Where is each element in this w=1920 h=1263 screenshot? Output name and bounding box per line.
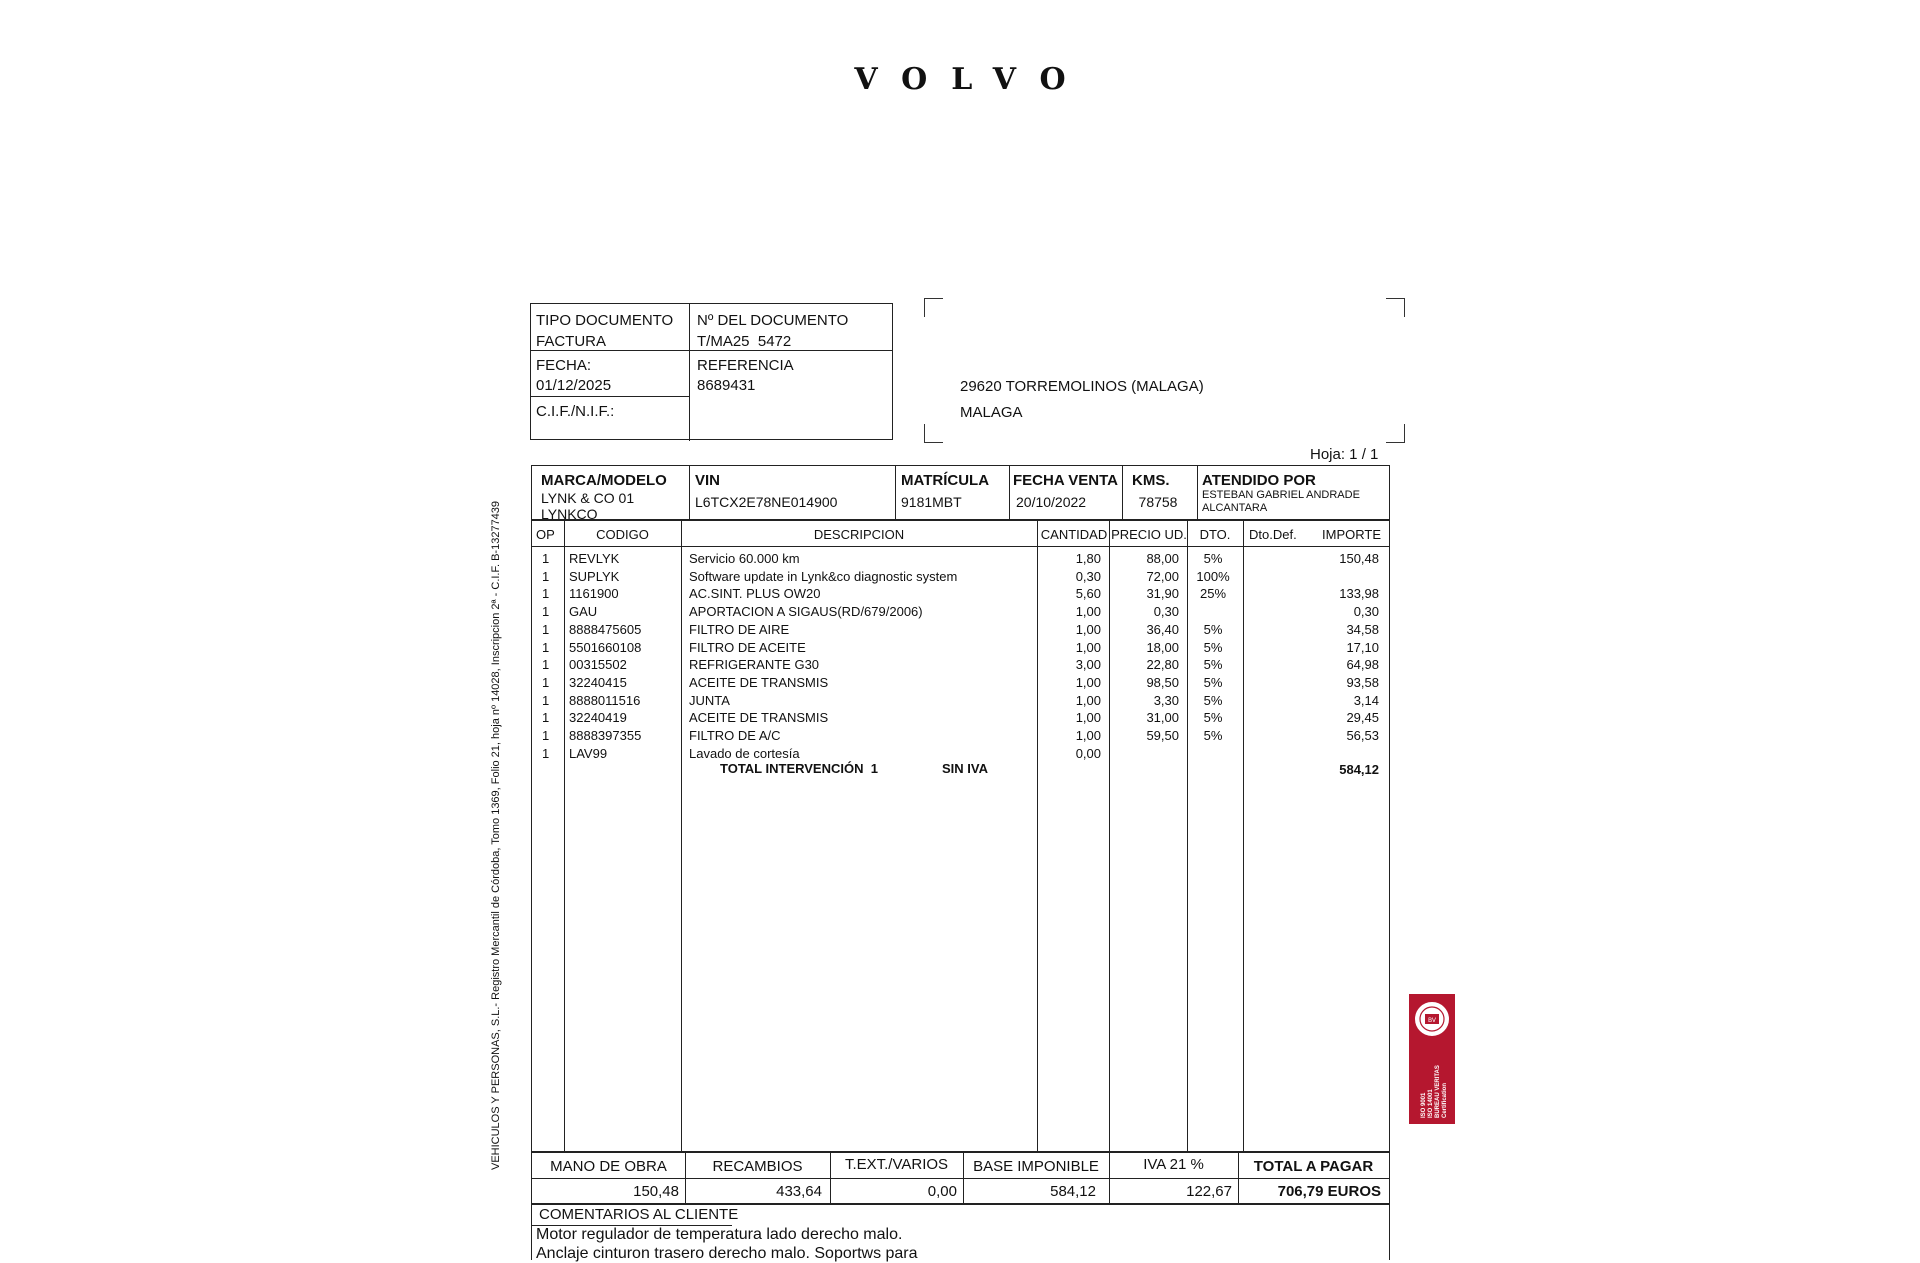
invoice-lines-table [531,520,1390,1152]
bureau-veritas-certification-badge [1409,994,1455,1124]
cell-codigo: 8888475605 [569,621,642,637]
col-header-cantidad: CANTIDAD [1040,527,1108,542]
comments-line-2: Anclaje cinturon trasero derecho malo. Soportws para [536,1245,918,1262]
cell-codigo: 1161900 [569,586,619,602]
cell-op: 1 [542,568,550,584]
cell-precio: 88,00 [1146,551,1179,566]
cell-descripcion: Software update in Lynk&co diagnostic system [689,568,958,584]
table-row [532,675,1391,692]
cell-cantidad: 1,80 [1075,551,1101,566]
cell-op: 1 [542,604,550,620]
summary-box [531,1152,1390,1204]
cell-codigo: 5501660108 [569,639,642,655]
table-row [532,657,1391,674]
address-corner-br [1386,424,1405,443]
col-header-dtodef: Dto.Def. [1249,527,1297,542]
cell-cantidad: 1,00 [1075,621,1101,637]
cell-codigo: 32240419 [569,710,627,726]
cell-precio: 98,50 [1146,674,1179,690]
comments-line-1: Motor regulador de temperatura lado derecho malo. [536,1226,903,1243]
svg-text:BV: BV [1427,1017,1437,1024]
cell-cantidad: 1,00 [1075,692,1101,708]
base-imponible-value: 584,12 [1050,1183,1096,1200]
fecha-venta-label: FECHA VENTA [1013,472,1118,489]
cell-op: 1 [542,657,550,673]
cell-dto: 5% [1203,674,1223,690]
cell-precio: 0,30 [1153,604,1179,620]
total-intervencion-label: TOTAL INTERVENCIÓN 1 [720,761,878,776]
cell-dto: 5% [1203,692,1223,708]
cell-descripcion: FILTRO DE AIRE [689,621,790,637]
kms-label: KMS. [1132,472,1170,489]
cell-importe: 34,58 [1346,621,1379,637]
tipo-documento-label: TIPO DOCUMENTO [536,312,674,329]
text-varios-value: 0,00 [927,1183,957,1200]
cell-op: 1 [542,728,550,743]
cell-importe: 17,10 [1346,639,1379,655]
table-row [532,640,1391,657]
text-varios-label: T.EXT./VARIOS [844,1156,949,1173]
cell-dto: 100% [1196,568,1230,584]
cell-descripcion: JUNTA [689,692,730,708]
col-header-dto: DTO. [1199,527,1231,542]
cell-precio: 31,00 [1146,710,1179,726]
cell-op: 1 [542,674,550,690]
cell-importe: 0,30 [1353,604,1379,620]
fecha-venta-value: 20/10/2022 [1016,494,1087,510]
address-corner-tr [1386,298,1405,317]
recambios-label: RECAMBIOS [712,1158,803,1175]
cell-op: 1 [542,639,550,655]
cell-cantidad: 1,00 [1075,728,1101,743]
cell-cantidad: 1,00 [1075,639,1101,655]
num-documento-label: Nº DEL DOCUMENTO [697,312,849,329]
cell-precio: 31,90 [1146,586,1179,602]
cell-importe: 64,98 [1346,657,1379,673]
cell-precio: 72,00 [1146,568,1179,584]
cell-codigo: 8888397355 [569,728,642,743]
table-row [532,710,1391,727]
cell-cantidad: 0,30 [1075,568,1101,584]
cell-precio: 18,00 [1146,639,1179,655]
col-header-codigo: CODIGO [596,527,649,542]
cell-precio: 59,50 [1146,728,1179,743]
bureau-veritas-seal-icon [1413,1000,1451,1038]
cell-op: 1 [542,586,550,602]
cell-dto: 5% [1203,710,1223,726]
cell-codigo: REVLYK [569,551,620,566]
mano-de-obra-value: 150,48 [633,1183,679,1200]
kms-value: 78758 [1138,494,1178,510]
cell-codigo: SUPLYK [569,568,620,584]
cell-descripcion: FILTRO DE A/C [689,728,781,743]
iva-label: IVA 21 % [1143,1156,1204,1173]
cell-dto: 5% [1203,639,1223,655]
comments-label: COMENTARIOS AL CLIENTE [539,1206,739,1223]
cell-importe: 133,98 [1339,586,1379,602]
referencia-value: 8689431 [697,377,756,394]
cell-precio: 3,30 [1153,692,1179,708]
cell-op: 1 [542,551,550,566]
atendido-por-value-1: ESTEBAN GABRIEL ANDRADE [1202,489,1360,501]
matricula-label: MATRÍCULA [901,472,990,489]
comments-box [531,1204,1390,1260]
num-documento-value: T/MA25 5472 [697,333,792,350]
fecha-label: FECHA: [536,357,592,374]
table-row [532,586,1391,603]
col-header-precio: PRECIO UD. [1111,527,1187,542]
cell-codigo: 00315502 [569,657,627,673]
marca-modelo-value-2: LYNKCO [541,506,598,522]
cell-descripcion: Lavado de cortesía [689,745,800,761]
fecha-value: 01/12/2025 [536,377,612,394]
volvo-logo: VOLVO [854,62,1090,97]
total-a-pagar-label: TOTAL A PAGAR [1253,1158,1374,1175]
cell-op: 1 [542,710,550,726]
col-header-importe: IMPORTE [1322,527,1381,542]
total-intervencion-value: 584,12 [1339,762,1379,777]
mano-de-obra-label: MANO DE OBRA [550,1158,667,1175]
cell-descripcion: ACEITE DE TRANSMIS [689,674,829,690]
certification-text: ISO 9001 ISO 14001 BUREAU VERITAS Certification [1421,1065,1448,1118]
cell-importe: 29,45 [1346,710,1379,726]
cell-cantidad: 1,00 [1075,710,1101,726]
col-header-descripcion: DESCRIPCION [813,527,905,542]
cell-codigo: LAV99 [569,745,608,761]
cell-dto: 5% [1203,657,1223,673]
cell-descripcion: Servicio 60.000 km [689,551,800,566]
cell-dto: 5% [1203,621,1223,637]
page-number: Hoja: 1 / 1 [1310,446,1379,463]
table-row [532,693,1391,710]
cell-precio: 22,80 [1146,657,1179,673]
address-line-1: 29620 TORREMOLINOS (MALAGA) [960,378,1204,395]
address-corner-bl [924,424,943,443]
cell-cantidad: 3,00 [1075,657,1101,673]
cell-precio: 36,40 [1146,621,1179,637]
table-row [532,551,1391,568]
cell-dto: 5% [1203,728,1223,743]
address-line-2: MALAGA [960,404,1023,421]
vin-label: VIN [695,472,721,489]
cell-op: 1 [542,745,550,761]
atendido-por-value-2: ALCANTARA [1202,502,1268,514]
sin-iva-label: SIN IVA [942,761,988,776]
cell-descripcion: FILTRO DE ACEITE [689,639,806,655]
total-a-pagar-value: 706,79 EUROS [1277,1183,1381,1200]
cell-descripcion: REFRIGERANTE G30 [689,657,820,673]
col-header-op: OP [536,527,555,542]
recambios-value: 433,64 [776,1183,822,1200]
cell-op: 1 [542,621,550,637]
cell-codigo: 32240415 [569,674,627,690]
table-row [532,728,1391,745]
cell-codigo: GAU [569,604,598,620]
cell-cantidad: 1,00 [1075,674,1101,690]
table-row [532,622,1391,639]
cell-cantidad: 0,00 [1075,745,1101,761]
cif-label: C.I.F./N.I.F.: [536,403,615,420]
vehicle-info-box [531,465,1390,520]
iva-value: 122,67 [1186,1183,1232,1200]
address-corner-tl [924,298,943,317]
cell-importe: 3,14 [1353,692,1379,708]
tipo-documento-value: FACTURA [536,333,607,350]
base-imponible-label: BASE IMPONIBLE [973,1158,1099,1175]
atendido-por-label: ATENDIDO POR [1202,472,1316,489]
table-row [532,569,1391,586]
cell-importe: 93,58 [1346,674,1379,690]
cell-descripcion: AC.SINT. PLUS OW20 [689,586,821,602]
cell-importe: 56,53 [1346,728,1379,743]
marca-modelo-label: MARCA/MODELO [541,472,667,489]
cell-dto: 25% [1199,586,1227,602]
marca-modelo-value-1: LYNK & CO 01 [541,490,635,506]
cell-op: 1 [542,692,550,708]
cell-codigo: 8888011516 [569,692,641,708]
cell-cantidad: 5,60 [1075,586,1101,602]
cell-importe: 150,48 [1339,551,1379,566]
company-registry-text: VEHICULOS Y PERSONAS, S.L.- Registro Mercantil de Córdoba, Tomo 1369, Folio 21, hoja nº 14028, Inscripcion 2ª - C.I.F. B-13277439 [490,500,502,1170]
cell-cantidad: 1,00 [1075,604,1101,620]
cell-descripcion: ACEITE DE TRANSMIS [689,710,829,726]
referencia-label: REFERENCIA [697,357,794,374]
cell-descripcion: APORTACION A SIGAUS(RD/679/2006) [689,604,923,620]
vin-value: L6TCX2E78NE014900 [695,494,838,510]
matricula-value: 9181MBT [901,494,962,510]
document-info-box [530,303,893,440]
table-row [532,604,1391,621]
cell-dto: 5% [1203,551,1223,566]
